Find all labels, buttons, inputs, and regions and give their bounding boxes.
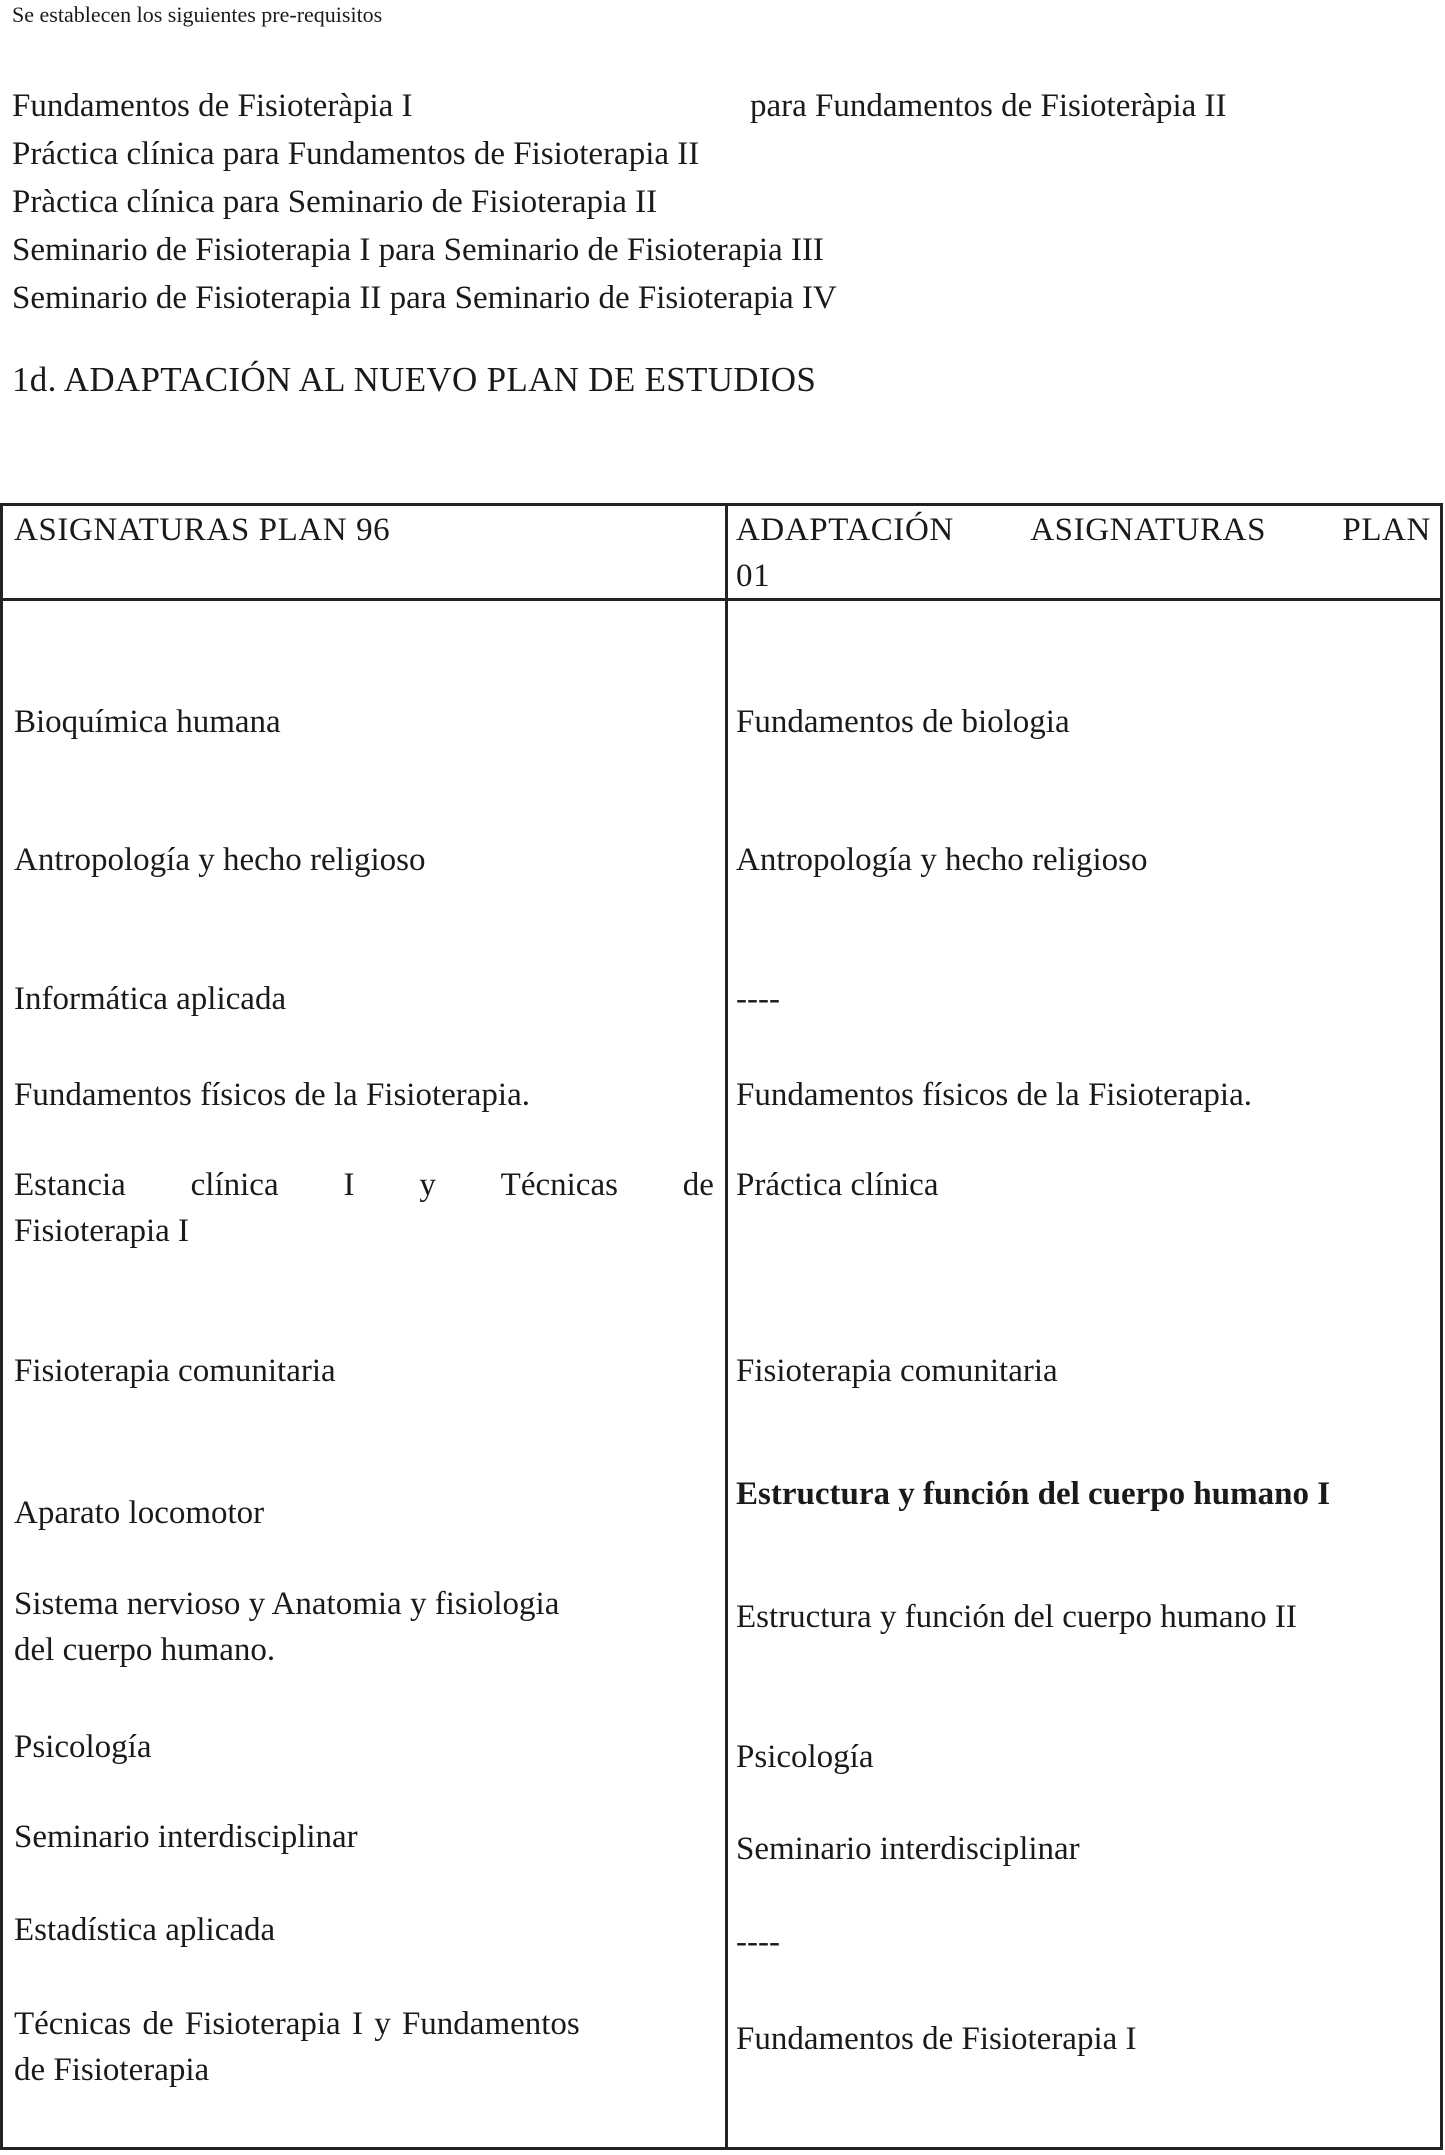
table-cell-plan96 <box>14 1162 714 1254</box>
header-plan-96: ASIGNATURAS PLAN 96 <box>14 512 391 548</box>
table-cell-plan01: Fisioterapia comunitaria <box>736 1353 1058 1389</box>
prerequisite-item <box>12 130 1412 178</box>
table-cell-plan01: Estructura y función del cuerpo humano I <box>736 1476 1331 1512</box>
cell-word: I <box>343 1167 355 1203</box>
prerequisite-item <box>12 82 1412 130</box>
table-cell-plan96: Psicología <box>14 1729 152 1765</box>
table-cell-plan01: Antropología y hecho religioso <box>736 842 1148 878</box>
table-cell-plan01: Fundamentos de Fisioterapia I <box>736 2021 1137 2057</box>
header-word: PLAN <box>1342 512 1431 548</box>
table-cell-plan01: Fundamentos de biologia <box>736 704 1070 740</box>
column-divider <box>725 506 728 2147</box>
cell-word: clínica <box>190 1167 279 1203</box>
table-cell-plan96: Antropología y hecho religioso <box>14 842 426 878</box>
prerequisite-text: Pràctica clínica para Seminario de Fisioterapia II <box>12 184 658 220</box>
cell-word: Estancia <box>14 1167 126 1203</box>
cell-line: del cuerpo humano. <box>14 1632 276 1668</box>
table-cell-plan96: Informática aplicada <box>14 981 287 1017</box>
header-word: ASIGNATURAS <box>1030 512 1267 548</box>
table-cell-plan96: Estadística aplicada <box>14 1912 276 1948</box>
cell-line: Fisioterapia I <box>14 1213 190 1249</box>
prerequisite-item <box>12 226 1412 274</box>
header-plan-01 <box>736 507 1431 599</box>
cell-line: Sistema nervioso y Anatomia y fisiologia <box>14 1586 560 1622</box>
cell-line: de Fisioterapia <box>14 2052 210 2088</box>
table-cell-plan96: Seminario interdisciplinar <box>14 1819 358 1855</box>
table-cell-plan96: Aparato locomotor <box>14 1495 265 1531</box>
prerequisite-text: Práctica clínica para Fundamentos de Fisioterapia II <box>12 136 700 172</box>
table-cell-plan01: Seminario interdisciplinar <box>736 1831 1080 1867</box>
table-cell-plan01: Estructura y función del cuerpo humano II <box>736 1599 1297 1635</box>
cell-word: Técnicas <box>500 1167 618 1203</box>
table-cell-plan01: Psicología <box>736 1739 874 1775</box>
table-cell-plan96: Fisioterapia comunitaria <box>14 1353 336 1389</box>
table-cell-plan01: ---- <box>736 981 780 1017</box>
header-word: 01 <box>736 558 771 594</box>
cell-word: de <box>682 1167 714 1203</box>
intro-text: Se establecen los siguientes pre-requisitos <box>12 2 383 27</box>
table-cell-plan96: Bioquímica humana <box>14 704 281 740</box>
section-heading: 1d. ADAPTACIÓN AL NUEVO PLAN DE ESTUDIOS <box>12 360 817 399</box>
prerequisite-list <box>12 82 1412 322</box>
table-cell-plan96 <box>14 2001 714 2093</box>
table-cell-plan01: Fundamentos físicos de la Fisioterapia. <box>736 1077 1252 1113</box>
table-cell-plan96: Fundamentos físicos de la Fisioterapia. <box>14 1077 530 1113</box>
prerequisite-text: Seminario de Fisioterapia II para Seminario de Fisioterapia IV <box>12 280 837 316</box>
prerequisite-text: Seminario de Fisioterapia I para Seminario de Fisioterapia III <box>12 232 824 268</box>
prerequisite-left: Fundamentos de Fisioteràpia I <box>12 88 413 124</box>
prerequisite-item <box>12 274 1412 322</box>
prerequisite-item <box>12 178 1412 226</box>
table-cell-plan01: Práctica clínica <box>736 1167 939 1203</box>
prerequisite-right: para Fundamentos de Fisioteràpia II <box>750 88 1227 124</box>
cell-word: y <box>419 1167 436 1203</box>
table-cell-plan01: ---- <box>736 1924 780 1960</box>
table-cell-plan96 <box>14 1581 714 1673</box>
cell-line: Técnicas de Fisioterapia I y Fundamentos <box>14 2006 580 2042</box>
adaptation-table <box>0 503 1443 2150</box>
header-word: ADAPTACIÓN <box>736 512 954 548</box>
